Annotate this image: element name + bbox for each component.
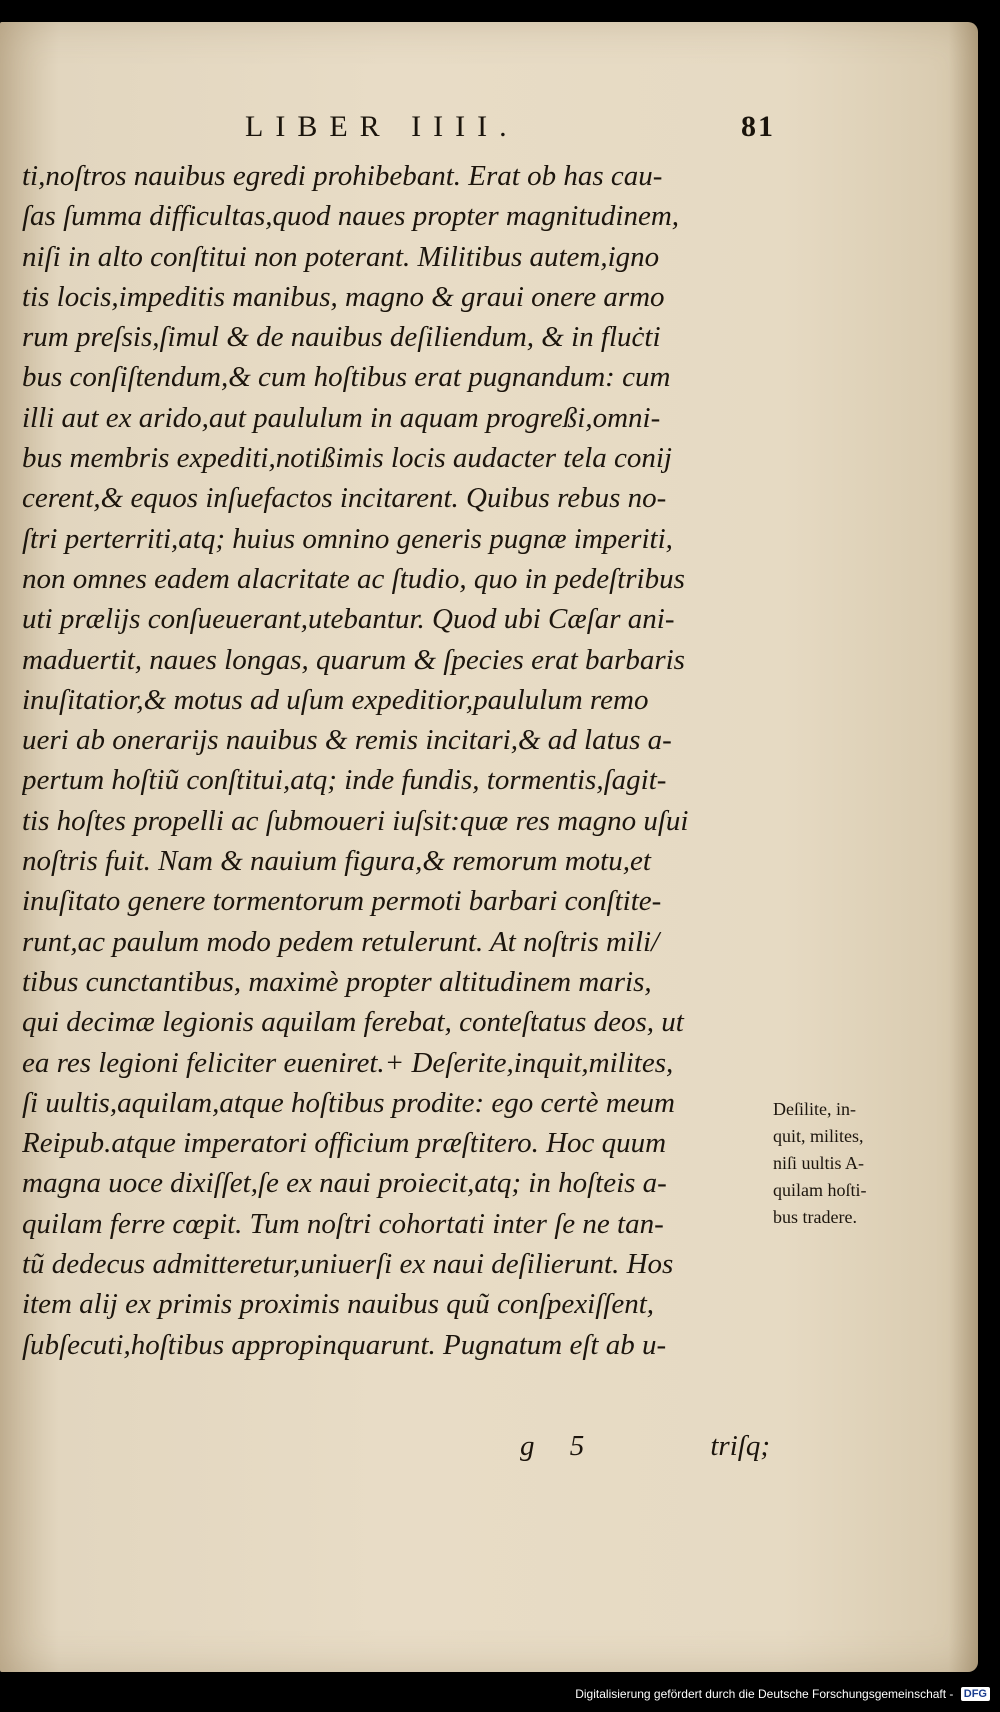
text-line: tibus cunctantibus, maximè propter altitudinem maris, — [22, 965, 652, 998]
page-foot — [520, 1430, 770, 1470]
book-page — [0, 22, 978, 1672]
marginal-note-line: niſi uultis A- — [773, 1153, 865, 1173]
text-line: ea res legioni feliciter eueniret.+ Deſerite,inquit,milites, — [22, 1046, 674, 1079]
text-line: noſtris fuit. Nam & nauium figura,& remorum motu,et — [22, 845, 651, 878]
text-line: maduertit, naues longas, quarum & ſpecies erat barbaris — [22, 643, 685, 676]
text-line: non omnes eadem alacritate ac ſtudio, quo in pedeſtribus — [22, 562, 685, 595]
page-header — [245, 110, 775, 150]
text-line: niſi in alto conſtitui non poterant. Militibus autem,igno — [22, 240, 660, 273]
text-line: bus membris expediti,notißimis locis audacter tela conij — [22, 442, 672, 475]
marginal-note-line: bus tradere. — [773, 1207, 857, 1227]
folio-number: 81 — [741, 110, 775, 143]
text-line: illi aut ex arido,aut paululum in aquam progreßi,omni- — [22, 401, 661, 434]
text-line: ti,noſtros nauibus egredi prohibebant. Erat ob has cau- — [22, 160, 663, 192]
text-line: Reipub.atque imperatori officium præſtitero. Hoc quum — [22, 1127, 667, 1160]
text-line: cerent,& equos inſuefactos incitarent. Quibus rebus no- — [22, 482, 667, 515]
text-line: pertum hoſtiũ conſtitui,atq; inde fundis, tormentis,ſagit- — [22, 764, 667, 797]
text-line: uti prælijs conſueuerant,utebantur. Quod ubi Cæſar ani- — [22, 603, 675, 636]
text-line: quilam ferre cœpit. Tum noſtri cohortati inter ſe ne tan- — [22, 1207, 664, 1240]
signature-mark: g 5 — [520, 1430, 599, 1462]
text-line: inuſitato genere tormentorum permoti barbari conſtite- — [22, 885, 662, 918]
marginal-note-line: quilam hoſti- — [773, 1180, 867, 1200]
dfg-logo-icon: DFG — [961, 1687, 990, 1701]
text-line: inuſitatior,& motus ad uſum expeditior,paululum remo — [22, 683, 649, 716]
running-title: LIBER IIII. — [245, 110, 519, 143]
text-line: ſtri perterriti,atq; huius omnino generis pugnæ imperiti, — [22, 522, 673, 555]
text-line: bus conſiſtendum,& cum hoſtibus erat pugnandum: cum — [22, 361, 671, 394]
text-line: ueri ab onerarijs nauibus & remis incitari,& ad latus a- — [22, 724, 672, 757]
marginal-note-line: Deſilite, in- — [773, 1099, 856, 1119]
catchword: triſq; — [710, 1430, 770, 1462]
text-block — [22, 156, 772, 1365]
marginal-note-line: quit, milites, — [773, 1126, 864, 1146]
text-line: ſi uultis,aquilam,atque hoſtibus prodite: ego certè meum — [22, 1086, 675, 1119]
funding-credit: Digitalisierung gefördert durch die Deutsche Forschungsgemeinschaft - — [575, 1686, 954, 1701]
text-line: ſubſecuti,hoſtibus appropinquarunt. Pugnatum eſt ab u- — [22, 1328, 667, 1361]
text-line: tũ dedecus admitteretur,uniuerſi ex naui deſilierunt. Hos — [22, 1248, 674, 1281]
text-line: magna uoce dixiſſet,ſe ex naui proiecit,atq; in hoſteis a- — [22, 1167, 667, 1200]
text-line: ſas ſumma difficultas,quod naues propter magnitudinem, — [22, 200, 680, 233]
text-line: tis locis,impeditis manibus, magno & graui onere armo — [22, 280, 665, 313]
text-line: item alij ex primis proximis nauibus quũ conſpexiſſent, — [22, 1288, 655, 1321]
digitization-footer — [0, 1686, 990, 1706]
text-line: qui decimæ legionis aquilam ferebat, conteſtatus deos, ut — [22, 1006, 684, 1039]
marginal-note — [773, 1096, 923, 1231]
text-line: runt,ac paulum modo pedem retulerunt. At noſtris mili/ — [22, 925, 660, 958]
text-line: tis hoſtes propelli ac ſubmoueri iuſsit:quæ res magno uſui — [22, 804, 689, 837]
text-line: rum preſsis,ſimul & de nauibus deſiliendum, & in fluċti — [22, 321, 661, 354]
